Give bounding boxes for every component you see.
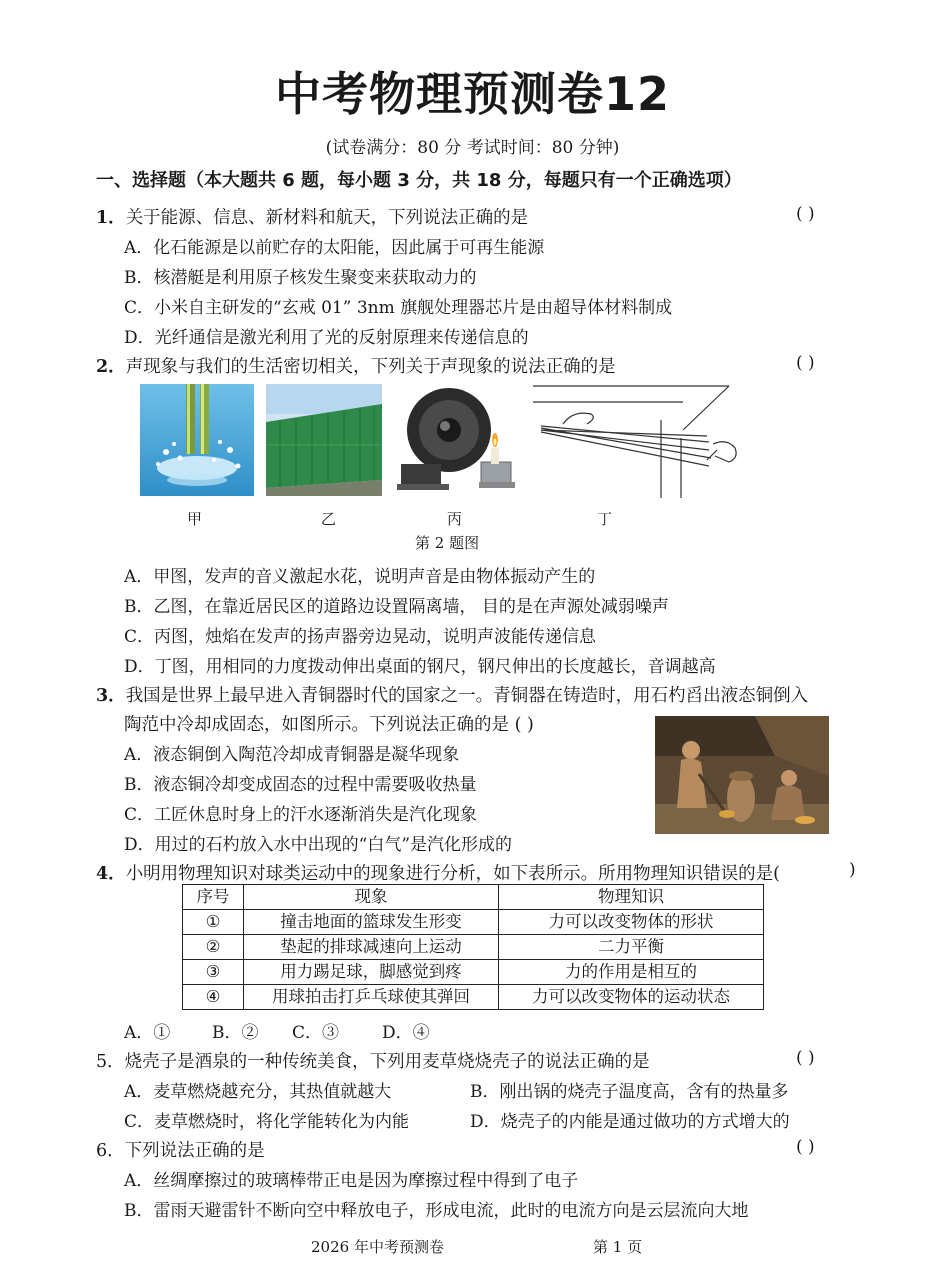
question-4-option-c: C．③ (292, 1023, 340, 1043)
question-4-option-a: A．① (124, 1023, 171, 1043)
question-2-option-d: D．丁图，用相同的力度拨动伸出桌面的钢尺，钢尺伸出的长度越长，音调越高 (124, 657, 716, 677)
figure-label-yi: 乙 (321, 510, 337, 528)
table-header: 物理知识 (499, 885, 764, 910)
question-5-stem: 5．烧壳子是酒泉的一种传统美食，下列用麦草烧烧壳子的说法正确的是 (96, 1052, 650, 1072)
table-cell: ④ (183, 985, 244, 1010)
footer-page-number: 第 1 页 (593, 1238, 643, 1256)
table-cell: 用力踢足球，脚感觉到疼 (244, 960, 499, 985)
table-header-row (183, 885, 764, 910)
question-3-stem-line2: 陶范中冷却成固态，如图所示。下列说法正确的是 ( ) (124, 715, 534, 735)
question-1-option-a: A．化石能源是以前贮存的太阳能，因此属于可再生能源 (124, 238, 545, 258)
table-cell: 力可以改变物体的形状 (499, 910, 764, 935)
question-6-stem: 6．下列说法正确的是 (96, 1141, 265, 1161)
question-1-stem: 1．关于能源、信息、新材料和航天，下列说法正确的是 (96, 208, 529, 228)
question-3-option-a: A．液态铜倒入陶范冷却成青铜器是凝华现象 (124, 745, 460, 765)
table-cell: ② (183, 935, 244, 960)
question-1-option-b: B．核潜艇是利用原子核发生聚变来获取动力的 (124, 268, 477, 288)
question-6-option-a: A．丝绸摩擦过的玻璃棒带正电是因为摩擦过程中得到了电子 (124, 1171, 579, 1191)
table-cell: 二力平衡 (499, 935, 764, 960)
question-2-option-c: C．丙图，烛焰在发声的扬声器旁边晃动，说明声波能传递信息 (124, 627, 597, 647)
table-row (183, 935, 764, 960)
figure-caption: 第 2 题图 (415, 534, 480, 552)
answer-bracket-1: ( ) (796, 204, 815, 224)
answer-bracket-6: ( ) (796, 1137, 815, 1157)
table-cell: 用球拍击打乒乓球使其弹回 (244, 985, 499, 1010)
figure-label-jia: 甲 (187, 510, 203, 528)
question-3-option-d: D．用过的石杓放入水中出现的“白气”是汽化形成的 (124, 835, 513, 855)
table-header: 现象 (244, 885, 499, 910)
ruler-table-diagram (533, 380, 745, 498)
question-5-option-a: A．麦草燃烧越充分，其热值就越大 (124, 1082, 392, 1102)
question-2-option-b: B．乙图，在靠近居民区的道路边设置隔离墙， 目的是在声源处减弱噪声 (124, 597, 669, 617)
table-cell: ③ (183, 960, 244, 985)
figure-label-bing: 丙 (447, 510, 463, 528)
sound-barrier-wall-image (266, 384, 382, 496)
page-title: 中考物理预测卷12 (274, 67, 670, 121)
exam-info: (试卷满分：80 分 考试时间：80 分钟) (325, 138, 620, 158)
table-cell: 撞击地面的篮球发生形变 (244, 910, 499, 935)
question-6-option-b: B．雷雨天避雷针不断向空中释放电子，形成电流，此时的电流方向是云层流向大地 (124, 1201, 749, 1221)
table-cell: 垫起的排球减速向上运动 (244, 935, 499, 960)
answer-bracket-2: ( ) (796, 353, 815, 373)
question-3-stem: 3．我国是世界上最早进入青铜器时代的国家之一。青铜器在铸造时，用石杓舀出液态铜倒入 (96, 686, 809, 706)
section-heading: 一、选择题（本大题共 6 题，每小题 3 分，共 18 分，每题只有一个正确选项） (96, 170, 742, 191)
question-1-option-d: D．光纤通信是激光利用了光的反射原理来传递信息的 (124, 328, 529, 348)
speaker-candle-image (393, 384, 519, 496)
footer-exam-name: 2026 年中考预测卷 (311, 1238, 444, 1256)
bronze-casting-image (655, 716, 829, 834)
question-1-option-c: C．小米自主研发的“玄戒 01” 3nm 旗舰处理器芯片是由超导体材料制成 (124, 298, 673, 318)
question-4-option-d: D．④ (382, 1023, 430, 1043)
physics-knowledge-table (182, 884, 764, 1010)
table-row (183, 910, 764, 935)
answer-bracket-5: ( ) (796, 1048, 815, 1068)
answer-bracket-4: ) (849, 860, 856, 880)
table-row (183, 960, 764, 985)
table-cell: 力可以改变物体的运动状态 (499, 985, 764, 1010)
question-5-option-b: B．刚出锅的烧壳子温度高，含有的热量多 (470, 1082, 789, 1102)
question-3-option-c: C．工匠休息时身上的汗水逐渐消失是汽化现象 (124, 805, 478, 825)
figure-label-ding: 丁 (597, 510, 613, 528)
tuning-fork-water-image (140, 384, 254, 496)
table-row (183, 985, 764, 1010)
table-header: 序号 (183, 885, 244, 910)
question-2-stem: 2．声现象与我们的生活密切相关，下列关于声现象的说法正确的是 (96, 357, 616, 377)
question-2-option-a: A．甲图，发声的音义激起水花，说明声音是由物体振动产生的 (124, 567, 596, 587)
question-4-option-b: B．② (212, 1023, 259, 1043)
question-5-option-d: D．烧壳子的内能是通过做功的方式增大的 (470, 1112, 790, 1132)
table-cell: 力的作用是相互的 (499, 960, 764, 985)
question-5-option-c: C．麦草燃烧时，将化学能转化为内能 (124, 1112, 410, 1132)
question-3-option-b: B．液态铜冷却变成固态的过程中需要吸收热量 (124, 775, 477, 795)
question-4-stem: 4．小明用物理知识对球类运动中的现象进行分析，如下表所示。所用物理知识错误的是( (96, 864, 781, 884)
table-cell: ① (183, 910, 244, 935)
